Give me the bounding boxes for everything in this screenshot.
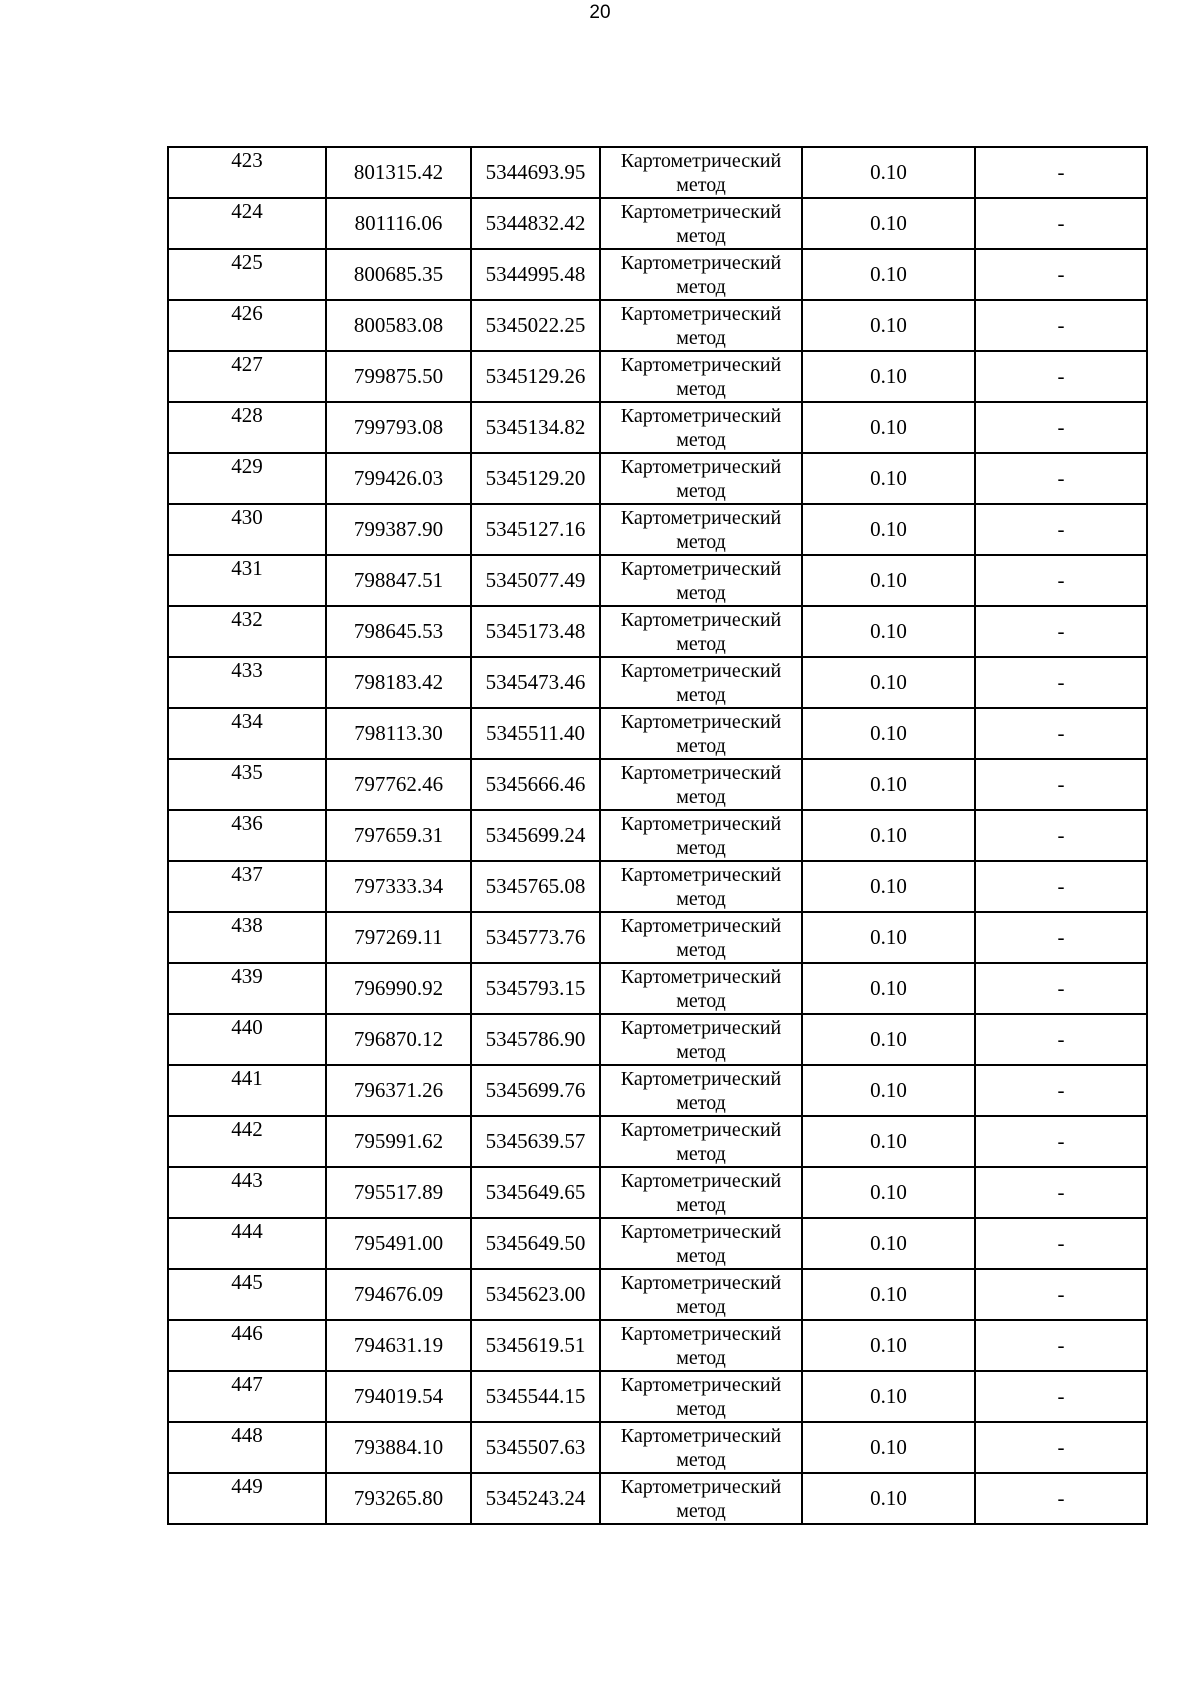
method-line-1: Картометрический xyxy=(620,1169,782,1192)
point-number-cell: 447 xyxy=(168,1371,326,1422)
x-coordinate-cell: 801116.06 xyxy=(326,198,471,249)
point-number-cell: 449 xyxy=(168,1473,326,1524)
note-cell: - xyxy=(975,1065,1147,1116)
method-line-2: метод xyxy=(676,1295,726,1318)
y-coordinate-cell: 5345649.50 xyxy=(471,1218,600,1269)
table-row xyxy=(168,1014,1147,1065)
table-row xyxy=(168,708,1147,759)
table-row xyxy=(168,147,1147,198)
table-row xyxy=(168,759,1147,810)
method-line-2: метод xyxy=(676,173,726,196)
x-coordinate-cell: 798847.51 xyxy=(326,555,471,606)
method-line-2: метод xyxy=(676,428,726,451)
accuracy-cell: 0.10 xyxy=(802,657,975,708)
accuracy-cell: 0.10 xyxy=(802,606,975,657)
y-coordinate-cell: 5345507.63 xyxy=(471,1422,600,1473)
method-line-2: метод xyxy=(676,836,726,859)
note-cell: - xyxy=(975,861,1147,912)
point-number-cell: 435 xyxy=(168,759,326,810)
method-cell xyxy=(600,1218,802,1269)
method-cell xyxy=(600,810,802,861)
method-line-1: Картометрический xyxy=(620,914,782,937)
table-row xyxy=(168,657,1147,708)
note-cell: - xyxy=(975,555,1147,606)
note-cell: - xyxy=(975,198,1147,249)
method-line-2: метод xyxy=(676,887,726,910)
method-line-2: метод xyxy=(676,530,726,553)
table-row xyxy=(168,1218,1147,1269)
method-line-2: метод xyxy=(676,275,726,298)
method-cell xyxy=(600,759,802,810)
coordinates-table-body xyxy=(168,147,1147,1524)
x-coordinate-cell: 795991.62 xyxy=(326,1116,471,1167)
x-coordinate-cell: 799387.90 xyxy=(326,504,471,555)
note-cell: - xyxy=(975,504,1147,555)
note-cell: - xyxy=(975,963,1147,1014)
accuracy-cell: 0.10 xyxy=(802,1167,975,1218)
method-line-2: метод xyxy=(676,734,726,757)
method-line-1: Картометрический xyxy=(620,710,782,733)
x-coordinate-cell: 799875.50 xyxy=(326,351,471,402)
y-coordinate-cell: 5345127.16 xyxy=(471,504,600,555)
table-row xyxy=(168,249,1147,300)
y-coordinate-cell: 5345649.65 xyxy=(471,1167,600,1218)
method-line-2: метод xyxy=(676,989,726,1012)
table-row xyxy=(168,555,1147,606)
method-line-1: Картометрический xyxy=(620,251,782,274)
point-number-cell: 438 xyxy=(168,912,326,963)
note-cell: - xyxy=(975,1269,1147,1320)
method-line-2: метод xyxy=(676,224,726,247)
method-cell xyxy=(600,1320,802,1371)
method-line-2: метод xyxy=(676,479,726,502)
point-number-cell: 436 xyxy=(168,810,326,861)
accuracy-cell: 0.10 xyxy=(802,963,975,1014)
method-line-2: метод xyxy=(676,377,726,400)
method-line-1: Картометрический xyxy=(620,863,782,886)
method-line-2: метод xyxy=(676,326,726,349)
method-line-1: Картометрический xyxy=(620,302,782,325)
method-line-1: Картометрический xyxy=(620,1016,782,1039)
method-cell xyxy=(600,1116,802,1167)
method-cell xyxy=(600,963,802,1014)
table-row xyxy=(168,606,1147,657)
y-coordinate-cell: 5344995.48 xyxy=(471,249,600,300)
method-cell xyxy=(600,198,802,249)
page-number: 20 xyxy=(589,2,611,23)
y-coordinate-cell: 5345511.40 xyxy=(471,708,600,759)
method-line-2: метод xyxy=(676,1448,726,1471)
method-cell xyxy=(600,402,802,453)
point-number-cell: 426 xyxy=(168,300,326,351)
table-row xyxy=(168,1422,1147,1473)
method-line-2: метод xyxy=(676,1091,726,1114)
x-coordinate-cell: 796870.12 xyxy=(326,1014,471,1065)
table-row xyxy=(168,1473,1147,1524)
method-cell xyxy=(600,1269,802,1320)
accuracy-cell: 0.10 xyxy=(802,1116,975,1167)
x-coordinate-cell: 799426.03 xyxy=(326,453,471,504)
table-row xyxy=(168,912,1147,963)
accuracy-cell: 0.10 xyxy=(802,351,975,402)
point-number-cell: 437 xyxy=(168,861,326,912)
method-line-1: Картометрический xyxy=(620,1271,782,1294)
x-coordinate-cell: 798183.42 xyxy=(326,657,471,708)
point-number-cell: 446 xyxy=(168,1320,326,1371)
method-line-1: Картометрический xyxy=(620,506,782,529)
method-cell xyxy=(600,1473,802,1524)
point-number-cell: 448 xyxy=(168,1422,326,1473)
note-cell: - xyxy=(975,1422,1147,1473)
method-line-2: метод xyxy=(676,1346,726,1369)
x-coordinate-cell: 797762.46 xyxy=(326,759,471,810)
method-line-1: Картометрический xyxy=(620,149,782,172)
method-cell xyxy=(600,147,802,198)
method-line-1: Картометрический xyxy=(620,1220,782,1243)
point-number-cell: 444 xyxy=(168,1218,326,1269)
note-cell: - xyxy=(975,1371,1147,1422)
point-number-cell: 429 xyxy=(168,453,326,504)
y-coordinate-cell: 5345623.00 xyxy=(471,1269,600,1320)
accuracy-cell: 0.10 xyxy=(802,198,975,249)
table-row xyxy=(168,1371,1147,1422)
method-cell xyxy=(600,606,802,657)
method-line-2: метод xyxy=(676,1193,726,1216)
method-cell xyxy=(600,453,802,504)
x-coordinate-cell: 793884.10 xyxy=(326,1422,471,1473)
y-coordinate-cell: 5345619.51 xyxy=(471,1320,600,1371)
coordinates-table xyxy=(167,146,1148,1525)
accuracy-cell: 0.10 xyxy=(802,300,975,351)
method-line-1: Картометрический xyxy=(620,1067,782,1090)
method-cell xyxy=(600,657,802,708)
method-line-1: Картометрический xyxy=(620,404,782,427)
y-coordinate-cell: 5345544.15 xyxy=(471,1371,600,1422)
method-line-1: Картометрический xyxy=(620,200,782,223)
point-number-cell: 431 xyxy=(168,555,326,606)
method-line-2: метод xyxy=(676,1499,726,1522)
note-cell: - xyxy=(975,1116,1147,1167)
x-coordinate-cell: 796371.26 xyxy=(326,1065,471,1116)
method-line-2: метод xyxy=(676,1244,726,1267)
note-cell: - xyxy=(975,1473,1147,1524)
point-number-cell: 439 xyxy=(168,963,326,1014)
method-line-2: метод xyxy=(676,1142,726,1165)
y-coordinate-cell: 5345173.48 xyxy=(471,606,600,657)
x-coordinate-cell: 800685.35 xyxy=(326,249,471,300)
y-coordinate-cell: 5345699.24 xyxy=(471,810,600,861)
method-line-2: метод xyxy=(676,1397,726,1420)
y-coordinate-cell: 5344693.95 xyxy=(471,147,600,198)
method-line-1: Картометрический xyxy=(620,1118,782,1141)
x-coordinate-cell: 795517.89 xyxy=(326,1167,471,1218)
x-coordinate-cell: 798113.30 xyxy=(326,708,471,759)
note-cell: - xyxy=(975,657,1147,708)
x-coordinate-cell: 797269.11 xyxy=(326,912,471,963)
point-number-cell: 424 xyxy=(168,198,326,249)
method-line-2: метод xyxy=(676,1040,726,1063)
method-line-1: Картометрический xyxy=(620,761,782,784)
accuracy-cell: 0.10 xyxy=(802,249,975,300)
method-line-2: метод xyxy=(676,938,726,961)
x-coordinate-cell: 794676.09 xyxy=(326,1269,471,1320)
accuracy-cell: 0.10 xyxy=(802,1218,975,1269)
method-cell xyxy=(600,1371,802,1422)
method-cell xyxy=(600,708,802,759)
x-coordinate-cell: 797333.34 xyxy=(326,861,471,912)
note-cell: - xyxy=(975,147,1147,198)
point-number-cell: 434 xyxy=(168,708,326,759)
y-coordinate-cell: 5345773.76 xyxy=(471,912,600,963)
point-number-cell: 425 xyxy=(168,249,326,300)
accuracy-cell: 0.10 xyxy=(802,1422,975,1473)
note-cell: - xyxy=(975,453,1147,504)
x-coordinate-cell: 793265.80 xyxy=(326,1473,471,1524)
y-coordinate-cell: 5344832.42 xyxy=(471,198,600,249)
accuracy-cell: 0.10 xyxy=(802,555,975,606)
y-coordinate-cell: 5345793.15 xyxy=(471,963,600,1014)
x-coordinate-cell: 797659.31 xyxy=(326,810,471,861)
accuracy-cell: 0.10 xyxy=(802,861,975,912)
table-row xyxy=(168,504,1147,555)
method-cell xyxy=(600,351,802,402)
method-cell xyxy=(600,504,802,555)
accuracy-cell: 0.10 xyxy=(802,1269,975,1320)
method-line-1: Картометрический xyxy=(620,1373,782,1396)
accuracy-cell: 0.10 xyxy=(802,708,975,759)
point-number-cell: 432 xyxy=(168,606,326,657)
method-cell xyxy=(600,1167,802,1218)
y-coordinate-cell: 5345129.20 xyxy=(471,453,600,504)
note-cell: - xyxy=(975,606,1147,657)
method-line-1: Картометрический xyxy=(620,557,782,580)
accuracy-cell: 0.10 xyxy=(802,1320,975,1371)
method-cell xyxy=(600,249,802,300)
y-coordinate-cell: 5345765.08 xyxy=(471,861,600,912)
point-number-cell: 445 xyxy=(168,1269,326,1320)
y-coordinate-cell: 5345786.90 xyxy=(471,1014,600,1065)
method-line-1: Картометрический xyxy=(620,965,782,988)
point-number-cell: 423 xyxy=(168,147,326,198)
note-cell: - xyxy=(975,300,1147,351)
accuracy-cell: 0.10 xyxy=(802,1065,975,1116)
table-row xyxy=(168,1320,1147,1371)
note-cell: - xyxy=(975,351,1147,402)
point-number-cell: 428 xyxy=(168,402,326,453)
method-line-2: метод xyxy=(676,581,726,604)
x-coordinate-cell: 794631.19 xyxy=(326,1320,471,1371)
point-number-cell: 433 xyxy=(168,657,326,708)
y-coordinate-cell: 5345699.76 xyxy=(471,1065,600,1116)
method-line-2: метод xyxy=(676,632,726,655)
y-coordinate-cell: 5345134.82 xyxy=(471,402,600,453)
method-line-1: Картометрический xyxy=(620,455,782,478)
method-line-1: Картометрический xyxy=(620,812,782,835)
x-coordinate-cell: 801315.42 xyxy=(326,147,471,198)
table-row xyxy=(168,1269,1147,1320)
note-cell: - xyxy=(975,402,1147,453)
note-cell: - xyxy=(975,249,1147,300)
x-coordinate-cell: 795491.00 xyxy=(326,1218,471,1269)
accuracy-cell: 0.10 xyxy=(802,504,975,555)
point-number-cell: 441 xyxy=(168,1065,326,1116)
method-cell xyxy=(600,861,802,912)
x-coordinate-cell: 800583.08 xyxy=(326,300,471,351)
table-row xyxy=(168,453,1147,504)
x-coordinate-cell: 799793.08 xyxy=(326,402,471,453)
table-row xyxy=(168,1065,1147,1116)
method-line-1: Картометрический xyxy=(620,1322,782,1345)
method-line-1: Картометрический xyxy=(620,353,782,376)
x-coordinate-cell: 798645.53 xyxy=(326,606,471,657)
table-row xyxy=(168,198,1147,249)
y-coordinate-cell: 5345129.26 xyxy=(471,351,600,402)
accuracy-cell: 0.10 xyxy=(802,912,975,963)
accuracy-cell: 0.10 xyxy=(802,402,975,453)
method-cell xyxy=(600,1065,802,1116)
note-cell: - xyxy=(975,912,1147,963)
y-coordinate-cell: 5345243.24 xyxy=(471,1473,600,1524)
x-coordinate-cell: 796990.92 xyxy=(326,963,471,1014)
table-row xyxy=(168,963,1147,1014)
accuracy-cell: 0.10 xyxy=(802,810,975,861)
method-line-1: Картометрический xyxy=(620,608,782,631)
note-cell: - xyxy=(975,1320,1147,1371)
point-number-cell: 443 xyxy=(168,1167,326,1218)
method-line-1: Картометрический xyxy=(620,1475,782,1498)
table-row xyxy=(168,810,1147,861)
table-row xyxy=(168,1116,1147,1167)
y-coordinate-cell: 5345022.25 xyxy=(471,300,600,351)
accuracy-cell: 0.10 xyxy=(802,1371,975,1422)
method-cell xyxy=(600,1014,802,1065)
method-line-1: Картометрический xyxy=(620,1424,782,1447)
method-line-2: метод xyxy=(676,785,726,808)
accuracy-cell: 0.10 xyxy=(802,453,975,504)
y-coordinate-cell: 5345473.46 xyxy=(471,657,600,708)
note-cell: - xyxy=(975,759,1147,810)
method-cell xyxy=(600,1422,802,1473)
y-coordinate-cell: 5345077.49 xyxy=(471,555,600,606)
table-row xyxy=(168,402,1147,453)
note-cell: - xyxy=(975,1014,1147,1065)
table-row xyxy=(168,1167,1147,1218)
x-coordinate-cell: 794019.54 xyxy=(326,1371,471,1422)
note-cell: - xyxy=(975,1167,1147,1218)
accuracy-cell: 0.10 xyxy=(802,759,975,810)
point-number-cell: 440 xyxy=(168,1014,326,1065)
point-number-cell: 427 xyxy=(168,351,326,402)
note-cell: - xyxy=(975,1218,1147,1269)
y-coordinate-cell: 5345639.57 xyxy=(471,1116,600,1167)
method-cell xyxy=(600,912,802,963)
method-line-1: Картометрический xyxy=(620,659,782,682)
accuracy-cell: 0.10 xyxy=(802,1014,975,1065)
table-row xyxy=(168,861,1147,912)
note-cell: - xyxy=(975,810,1147,861)
accuracy-cell: 0.10 xyxy=(802,1473,975,1524)
point-number-cell: 430 xyxy=(168,504,326,555)
accuracy-cell: 0.10 xyxy=(802,147,975,198)
method-cell xyxy=(600,555,802,606)
table-row xyxy=(168,300,1147,351)
y-coordinate-cell: 5345666.46 xyxy=(471,759,600,810)
point-number-cell: 442 xyxy=(168,1116,326,1167)
note-cell: - xyxy=(975,708,1147,759)
table-row xyxy=(168,351,1147,402)
method-line-2: метод xyxy=(676,683,726,706)
method-cell xyxy=(600,300,802,351)
